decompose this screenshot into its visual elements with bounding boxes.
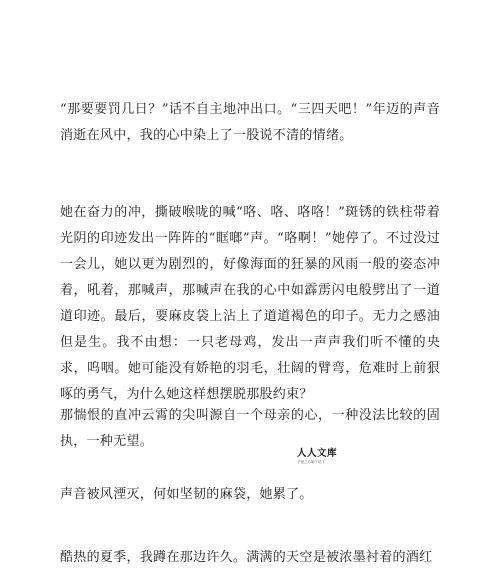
paragraph-5: 酷热的夏季，我蹲在那边许久。满满的天空是被浓墨衬着的酒红: [60, 550, 433, 565]
paragraph-3: 那惴恨的直冲云霄的尖叫源自一个母亲的心，一种没法比较的固执，一种无望。: [60, 408, 440, 449]
paragraph-4: 声音被风湮灭，何如坚韧的麻袋，她累了。: [60, 487, 313, 502]
paragraph-1: “那要要罚几日？”话不自主地冲出口。“三四天吧！”年迈的声音消逝在风中，我的心中染上了一股说不清的情绪。: [60, 102, 440, 143]
watermark-title: 人人文库: [297, 448, 338, 459]
renrendoc-watermark-logo: [297, 448, 361, 465]
paragraph-2: 她在奋力的冲，撕破喉咙的喊“咯、咯、咯咯！”斑锈的铁柱带着光阴的印迹发出一阵阵的“眶啷”声。“咯啊！”她停了。不过没过一会儿，她以更为剧烈的，好像海面的狂暴的风雨一般的姿态冲着，吼着，那喊声，那喊声在我的心中如霹雳闪电般劈出了一道道印迹。最后，要麻皮袋上沾上了道道褐色的印子。无力之感油但是生。我不由想：一只老母鸡，发出一声声我们听不懂的央求，呜咽。她可能没有娇艳的羽毛，壮阔的臂弯，危难时上前狠啄的勇气，为什么她这样想摆脱那股约束？: [60, 205, 440, 402]
watermark-subtitle: 千里之行始于足下: [297, 460, 325, 464]
